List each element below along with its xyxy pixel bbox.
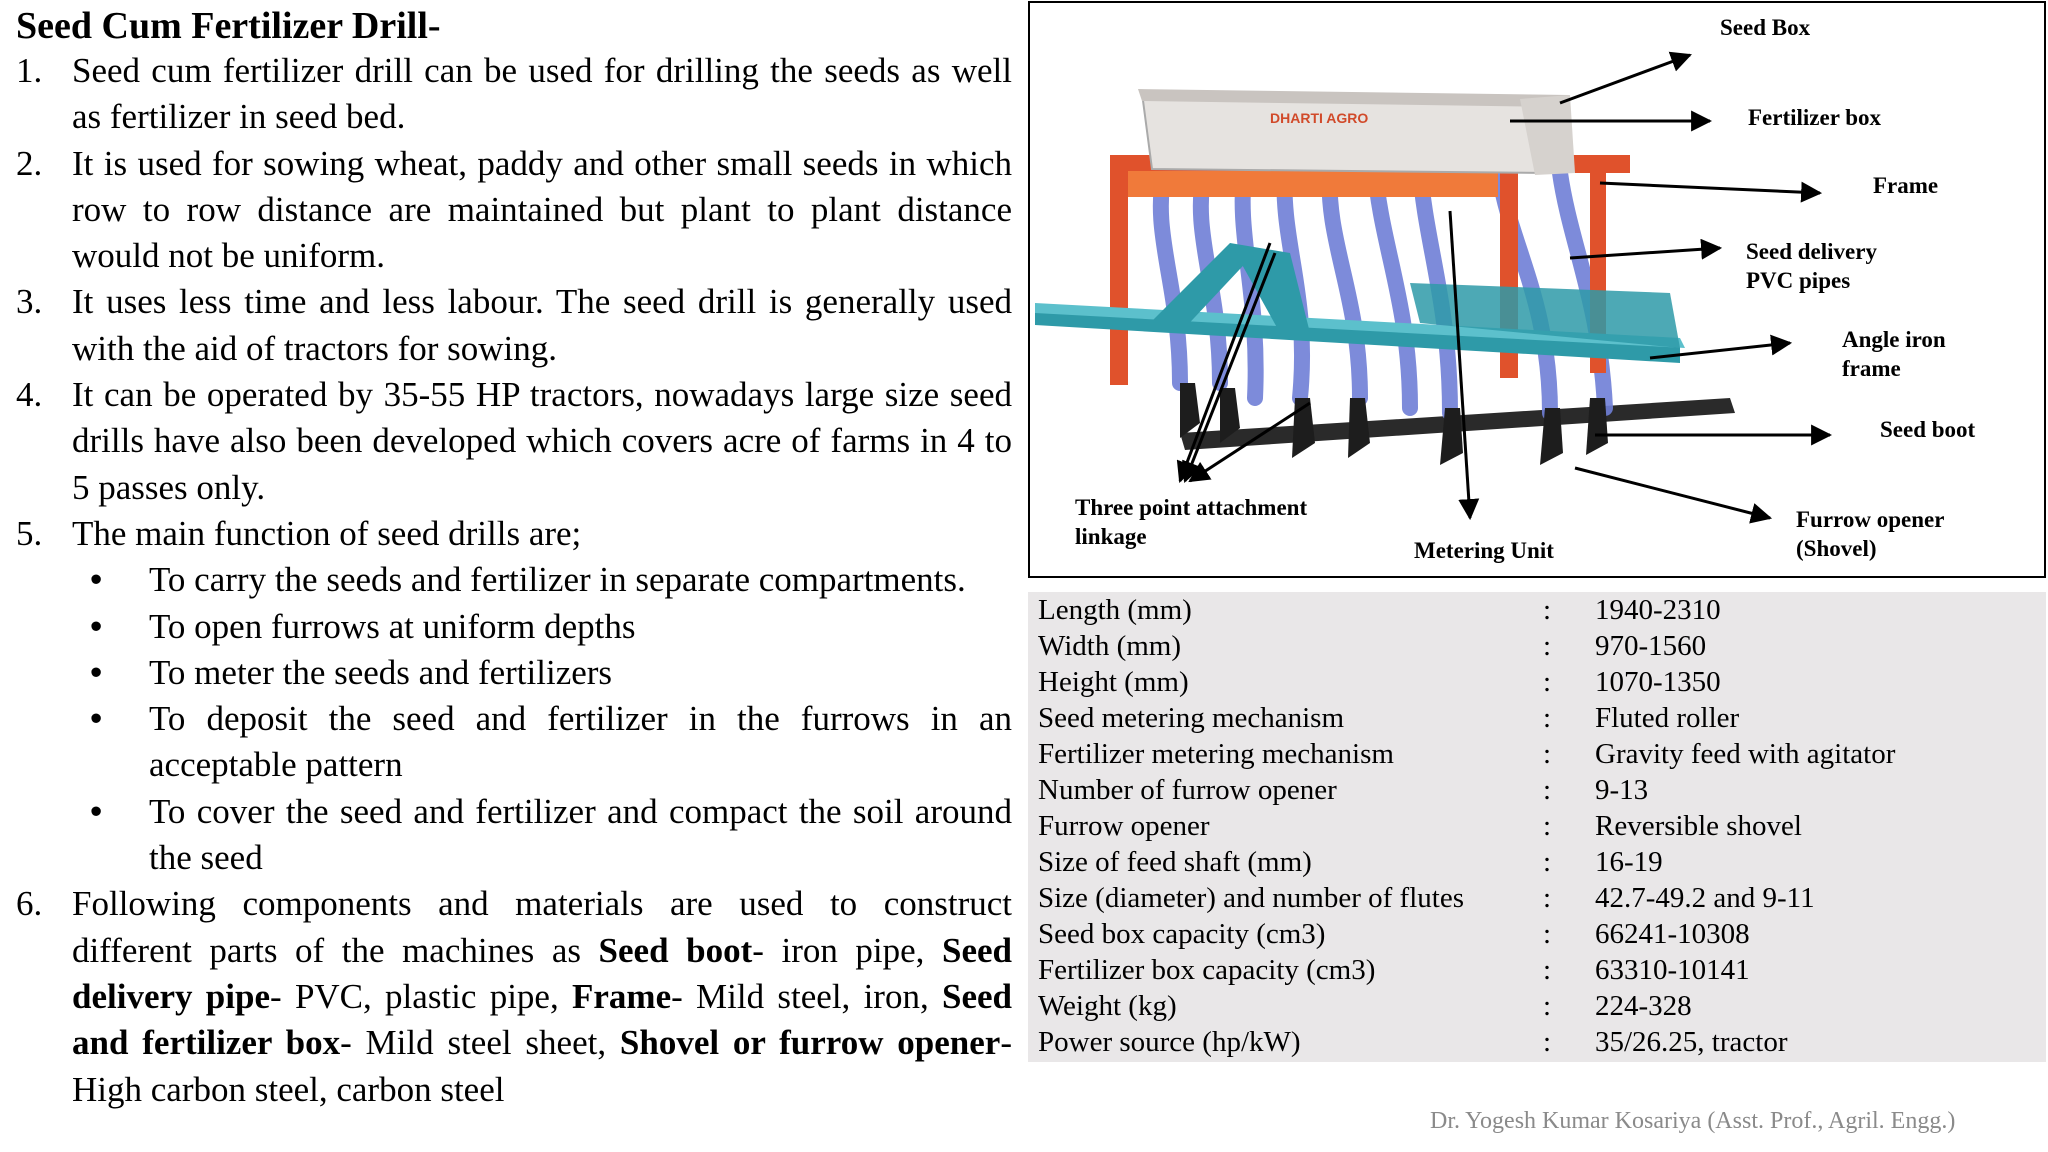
list-item xyxy=(12,141,1012,280)
spec-row xyxy=(1028,772,2046,808)
list-item xyxy=(12,881,1012,1112)
seed-drill-illustration xyxy=(1030,3,2044,576)
spec-table xyxy=(1028,592,2046,1062)
spec-colon: : xyxy=(1543,774,1552,806)
term-frame: Frame xyxy=(572,976,672,1016)
spec-label: Size of feed shaft (mm) xyxy=(1038,846,1312,878)
label-metering-unit: Metering Unit xyxy=(1414,538,1554,563)
label-angle-iron-1: Angle iron xyxy=(1842,327,1946,352)
term-seed-boot: Seed boot xyxy=(598,930,753,970)
material-text: - Mild steel sheet, xyxy=(340,1023,620,1063)
material-text: - High carbon steel, carbon steel xyxy=(72,1023,1012,1109)
item-number: 2. xyxy=(16,143,43,183)
text-column xyxy=(12,0,1012,1113)
spec-label: Height (mm) xyxy=(1038,666,1189,698)
label-seed-delivery-1: Seed delivery xyxy=(1746,239,1877,264)
spec-row xyxy=(1028,952,2046,988)
list-item xyxy=(12,279,1012,372)
label-angle-iron-2: frame xyxy=(1842,356,1901,381)
spec-value: 970-1560 xyxy=(1595,630,1707,662)
item-number: 3. xyxy=(16,282,43,322)
item-text: It can be operated by 35-55 HP tractors, nowadays large size seed drills have also been developed which covers acre of farms in 4 to 5 passes only. xyxy=(72,375,1012,507)
material-text: - iron pipe, xyxy=(752,930,942,970)
spec-value: Fluted roller xyxy=(1595,702,1740,734)
numbered-list xyxy=(12,48,1012,1113)
brand-text: DHARTI AGRO xyxy=(1270,110,1369,126)
label-three-point-2: linkage xyxy=(1075,524,1147,549)
label-seed-delivery-2: PVC pipes xyxy=(1746,268,1851,293)
list-item xyxy=(12,511,1012,881)
item-text: It uses less time and less labour. The seed drill is generally used with the aid of tractors for sowing. xyxy=(72,282,1012,368)
spec-colon: : xyxy=(1543,846,1552,878)
spec-row xyxy=(1028,628,2046,664)
spec-row xyxy=(1028,1024,2046,1060)
spec-colon: : xyxy=(1543,666,1552,698)
spec-colon: : xyxy=(1543,594,1552,626)
function-bullets xyxy=(72,557,1012,881)
seed-drill-figure xyxy=(1028,1,2046,578)
list-item xyxy=(12,48,1012,141)
spec-row xyxy=(1028,844,2046,880)
spec-label: Fertilizer box capacity (cm3) xyxy=(1038,954,1376,986)
spec-row xyxy=(1028,700,2046,736)
spec-label: Seed metering mechanism xyxy=(1038,702,1345,734)
term-seed-delivery-pipe: Seed delivery pipe xyxy=(72,930,1012,1016)
spec-row xyxy=(1028,808,2046,844)
spec-colon: : xyxy=(1543,954,1552,986)
page-title: Seed Cum Fertilizer Drill- xyxy=(16,5,441,47)
spec-colon: : xyxy=(1543,882,1552,914)
material-text: - PVC, plastic pipe, xyxy=(270,976,572,1016)
item-number: 5. xyxy=(16,513,43,553)
spec-value: 224-328 xyxy=(1595,990,1692,1022)
spec-colon: : xyxy=(1543,630,1552,662)
spec-row xyxy=(1028,592,2046,628)
label-fertilizer-box: Fertilizer box xyxy=(1748,105,1882,130)
spec-value: 9-13 xyxy=(1595,774,1649,806)
item-text: The main function of seed drills are; xyxy=(72,513,582,553)
item-number: 6. xyxy=(16,884,43,924)
spec-label: Fertilizer metering mechanism xyxy=(1038,738,1394,770)
term-seed-fertilizer-box: Seed and fertilizer box xyxy=(72,976,1012,1063)
label-seed-box: Seed Box xyxy=(1720,15,1811,40)
spec-colon: : xyxy=(1543,738,1552,770)
spec-colon: : xyxy=(1543,702,1552,734)
seed-box xyxy=(1138,89,1575,175)
spec-label: Width (mm) xyxy=(1038,630,1182,662)
spec-colon: : xyxy=(1543,1026,1552,1058)
term-shovel: Shovel or furrow opener xyxy=(619,1023,1001,1063)
label-seed-boot: Seed boot xyxy=(1880,417,1976,442)
spec-value: Reversible shovel xyxy=(1595,810,1802,842)
spec-label: Power source (hp/kW) xyxy=(1038,1026,1301,1058)
list-item xyxy=(12,372,1012,511)
components-intro: Following components and materials are used to construct different parts of the machines as xyxy=(72,884,1012,970)
bullet-item: • To carry the seeds and fertilizer in separate compartments. xyxy=(72,557,1012,603)
bullet-item: • To meter the seeds and fertilizers xyxy=(72,650,1012,696)
bullet-item: • To open furrows at uniform depths xyxy=(72,604,1012,650)
spec-value: 66241-10308 xyxy=(1595,918,1750,950)
spec-row xyxy=(1028,916,2046,952)
spec-value: 16-19 xyxy=(1595,846,1663,878)
spec-colon: : xyxy=(1543,810,1552,842)
spec-label: Seed box capacity (cm3) xyxy=(1038,918,1326,950)
item-number: 1. xyxy=(16,51,43,90)
spec-value: 35/26.25, tractor xyxy=(1595,1026,1788,1058)
bullet-item: • To cover the seed and fertilizer and compact the soil around the seed xyxy=(72,789,1012,882)
material-text: - Mild steel, iron, xyxy=(671,976,942,1016)
item-number: 4. xyxy=(16,375,43,415)
label-three-point-1: Three point attachment xyxy=(1075,495,1308,520)
spec-row xyxy=(1028,880,2046,916)
spec-label: Length (mm) xyxy=(1038,594,1192,626)
spec-label: Weight (kg) xyxy=(1038,990,1177,1022)
label-furrow-opener-2: (Shovel) xyxy=(1796,536,1877,561)
spec-colon: : xyxy=(1543,918,1552,950)
item-text: It is used for sowing wheat, paddy and other small seeds in which row to row distance are maintained but plant to plant distance would not be uniform. xyxy=(72,143,1012,276)
bullet-item: • To deposit the seed and fertilizer in the furrows in an acceptable pattern xyxy=(72,696,1012,789)
spec-value: Gravity feed with agitator xyxy=(1595,738,1896,770)
spec-row xyxy=(1028,988,2046,1024)
spec-value: 63310-10141 xyxy=(1595,954,1750,986)
spec-label: Number of furrow opener xyxy=(1038,774,1337,806)
label-frame: Frame xyxy=(1873,173,1939,198)
spec-row xyxy=(1028,664,2046,700)
spec-value: 1070-1350 xyxy=(1595,666,1721,698)
spec-label: Furrow opener xyxy=(1038,810,1210,842)
item-text: Seed cum fertilizer drill can be used for drilling the seeds as well as fertilizer in seed bed. xyxy=(72,51,1012,137)
spec-row xyxy=(1028,736,2046,772)
spec-colon: : xyxy=(1543,990,1552,1022)
author-footer: Dr. Yogesh Kumar Kosariya (Asst. Prof., Agril. Engg.) xyxy=(1430,1108,1956,1134)
spec-value: 42.7-49.2 and 9-11 xyxy=(1595,882,1815,914)
label-furrow-opener-1: Furrow opener xyxy=(1796,507,1945,532)
spec-label: Size (diameter) and number of flutes xyxy=(1038,882,1464,914)
spec-value: 1940-2310 xyxy=(1595,594,1721,626)
